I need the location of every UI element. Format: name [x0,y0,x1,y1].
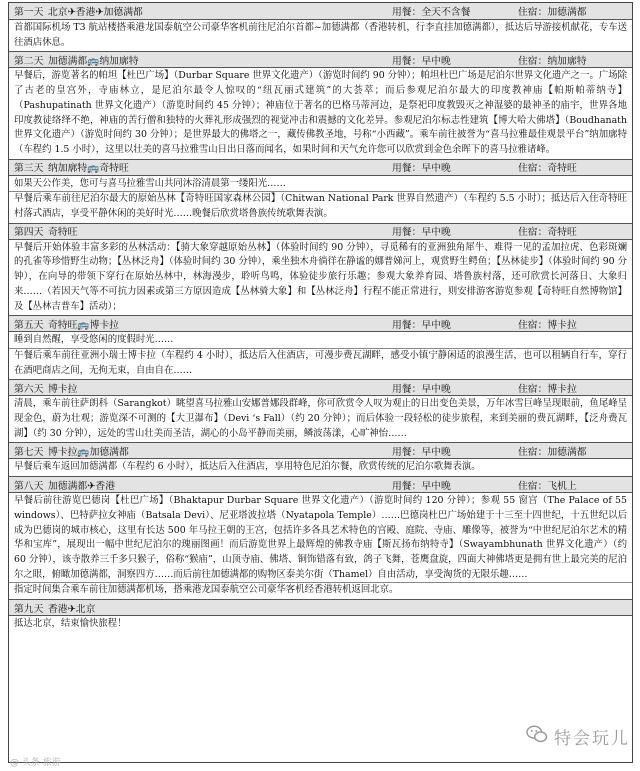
day-meals: 用餐：全天不含餐 [392,7,471,18]
day-paragraph: 睡到自然醒，享受悠闲的度假时光…… [14,334,174,346]
day-description [9,240,632,316]
day-paragraph: 指定时间集合乘车前往加德满都机场，搭乘港龙国泰航空公司豪华客机经香港转机返回北京。 [9,582,632,598]
day-paragraph: 抵达北京，结束愉快旅程！ [14,618,127,630]
day-number: 第四天 [14,227,44,239]
day-meals: 用餐：早中晚 [392,227,451,239]
day-header [9,51,632,68]
day-paragraph: 首都国际机场 T3 航站楼搭乘港龙国泰航空公司豪华客机前往尼泊尔首都~加德满都（香港转机，行李直挂加德满都），抵达后导游接机献花，专车送往酒店休息。 [14,22,627,48]
day-description [9,176,632,223]
day-paragraph: 早餐后前往游览巴德岗【杜巴广场】（Bhaktapur Durbar Square 世界文化遗产）（游览时间约 120 分钟）；参观 55 窗宫（The Palace of 55 windows）、巴特萨拉女神庙（Batsala Devi）、尼亚塔波拉塔（Nyatapola Temple）……巴德岗杜巴广场始建于十三至十四世纪，十五世纪以后成为巴德岗的城市核心，这里有长达 500 年马拉王朝的王宫，包括许多各具艺术特色的宫殿、庭院、寺庙、雕像等，被誉为“中世纪尼泊尔艺术的精华和宝库”，展现出一幅中世纪尼泊尔的瑰丽图画！而后游览世界上最辉煌的佛教寺庙【斯瓦扬布纳特寺】（Swayambhunath 世界文化遗产）（约 60 分钟），该寺散养三千多只猴子，俗称“猴庙”，山顶寺庙、佛塔、铜饰错落有致，鸽子飞舞，苍鹰盘旋，四面大神佛塔更是拥有世上最完美的尼泊尔之眼，俯瞰加德满都，洞察四方……而后前往加德满都的购物区泰美尔街（Thamel）自由活动，享受淘货的无限乐趣…… [14,495,627,580]
day-header [9,476,632,493]
day-number: 第八天 [14,480,44,492]
day-paragraph: 早餐后，游览著名的帕坦【杜巴广场】（Durbar Square 世界文化遗产）（游览时间约 90 分钟）；帕坦杜巴广场是尼泊尔世界文化遗产之一。广场除了古老的皇宫外，寺庙林立，是尼泊尔最令人惊叹的“纽瓦丽式建筑”的大荟萃；而后参观尼泊尔最大的印度教神庙【帕斯帕蒂纳寺】（Pashupatinath 世界文化遗产）（游览时间约 45 分钟）；神庙位于著名的巴格马蒂河边，是祭祀印度教毁灭之神湿婆的最神圣的庙宇，世界各地印度教徒络绎不绝，神庙的苦行僧和独特的火葬礼形成强烈的视觉冲击和震撼的文化差异。参观尼泊尔标志性建筑【博大哈大佛塔】（Boudhanath 世界文化遗产）（游览时间约 30 分钟）；是世界最大的佛塔之一，藏传佛教圣地，号称“小西藏”。乘车前往被誉为“喜马拉雅最佳观景平台”纳加廓特（车程约 1.5 小时），这里以壮美的喜马拉雅雪山日出日落而闻名，如果时间和天气允许您可以欣赏到金色余晖下的喜马拉雅诸峰。 [14,70,627,155]
day-meals: 用餐：早中晚 [392,163,451,175]
day-accommodation: 住宿：纳加廓特 [518,55,587,67]
day-header [9,223,632,240]
day-meals: 用餐：早中晚 [392,446,451,458]
day-route: 奇特旺 [48,227,78,239]
day-description [9,68,632,158]
day-description [9,616,632,633]
source-watermark: @ 头条 旅游 [10,758,61,768]
day-route: 纳加廓特🚌奇特旺 [48,163,129,175]
day-number: 第一天 [14,7,44,18]
day-route: 博卡拉🚌加德满都 [48,446,129,458]
day-description [9,493,632,599]
day-description [9,396,632,442]
day-header [9,442,632,459]
day-header [9,379,632,396]
day-number: 第九天 [14,603,44,615]
wechat-icon [526,724,548,749]
day-number: 第二天 [14,55,44,67]
day-route: 加德满都🚌纳加廓特 [48,55,139,67]
day-route: 香港✈北京 [48,603,96,615]
day-accommodation: 住宿：博卡拉 [518,383,577,395]
day-paragraph: 早餐后乘车前往尼泊尔最大的原始丛林【奇特旺国家森林公园】（Chitwan National Park 世界自然遗产）（车程约 5.5 小时）；抵达后入住奇特旺村落式酒店，享受平静休闲的美好时光……晚餐后欣赏塔鲁族传统歌舞表演。 [9,191,632,221]
day-accommodation: 住宿：飞机上 [518,480,577,492]
day-meals: 用餐：早中晚 [392,383,451,395]
day-description [9,459,632,476]
day-paragraph: 早餐后乘车返回加德满都（车程约 6 小时），抵达后入住酒店，享用特色尼泊尔餐，欣赏传统的尼泊尔歌舞表演。 [14,461,481,473]
day-description [9,20,632,51]
day-accommodation: 住宿：加德满都 [518,7,587,18]
day-route: 北京✈香港✈加德满都 [48,7,143,18]
day-header [9,159,632,176]
day-accommodation: 住宿：奇特旺 [518,163,577,175]
itinerary-table [8,2,633,763]
day-route: 加德满都✈香港 [48,480,115,492]
day-number: 第五天 [14,319,44,331]
day-route: 博卡拉 [48,383,78,395]
day-number: 第三天 [14,163,44,175]
day-number: 第七天 [14,446,44,458]
day-header [9,315,632,332]
day-meals: 用餐：早中晚 [392,480,451,492]
day-accommodation: 住宿：奇特旺 [518,227,577,239]
day-paragraph: 早餐后开始体验丰富多彩的丛林活动：【骑大象穿越原始丛林】（体验时间约 90 分钟），寻觅稀有的亚洲独角犀牛、难得一见的孟加拉虎、色彩斑斓的孔雀等珍惜野生动物；【丛林泛舟】（体验时间约 30 分钟），乘坐独木舟徜徉在静谧的娜普娣河上，观赏野生鳄鱼；【丛林徒步】（体验时间约 90 分钟），在向导的带领下穿行在原始丛林中，林海漫步，聆听鸟鸣，体验徒步旅行乐趣；参观大象养育园、塔鲁族村落，还可欣赏长河落日、大象归来……（若因天气等不可抗力因素或第三方原因造成【丛林骑大象】和【丛林泛舟】行程不能正常进行，则安排游客游览参观【奇特旺自然博物馆】及【丛林吉普车】活动）； [14,241,627,312]
day-accommodation: 住宿：加德满都 [518,446,587,458]
day-header [9,3,632,20]
watermark-text: 特会玩儿 [554,729,630,749]
day-paragraph: 如果天公作美，您可与喜马拉雅雪山共同沐浴清晨第一缕阳光…… [14,177,286,189]
day-paragraph: 午餐后乘车前往亚洲小瑞士博卡拉（车程约 4 小时），抵达后入住酒店，可漫步费瓦湖畔，感受小镇宁静闲适的浪漫生活，也可以租辆自行车，穿行在酒吧商店之间，无拘无束，自由自在…… [9,348,632,378]
day-description [9,332,632,379]
day-meals: 用餐：早中晚 [392,55,451,67]
day-paragraph: 清晨，乘车前往萨朗科（Sarangkot）眺望喜马拉雅山安娜普娜段群峰，你可欣赏令人叹为观止的日出变色美景，万年冰雪巨峰呈现眼前，鱼尾峰呈现金色，蔚为壮观；游览深不可测的【大卫瀑布】（Devi ‘s Fall）（约 20 分钟）；而后体验一段轻松的徒步旅程，来到美丽的费瓦湖畔，【泛舟费瓦湖】（约 30 分钟），远处的雪山壮美而圣洁，湖心的小岛平静而美丽，鳞波荡漾，心旷神怡…… [14,398,627,439]
day-header [9,599,632,616]
day-number: 第六天 [14,383,44,395]
day-meals: 用餐：早中晚 [392,319,451,331]
watermark [526,724,630,749]
day-accommodation: 住宿：博卡拉 [518,319,577,331]
day-route: 奇特旺🚌博卡拉 [48,319,119,331]
